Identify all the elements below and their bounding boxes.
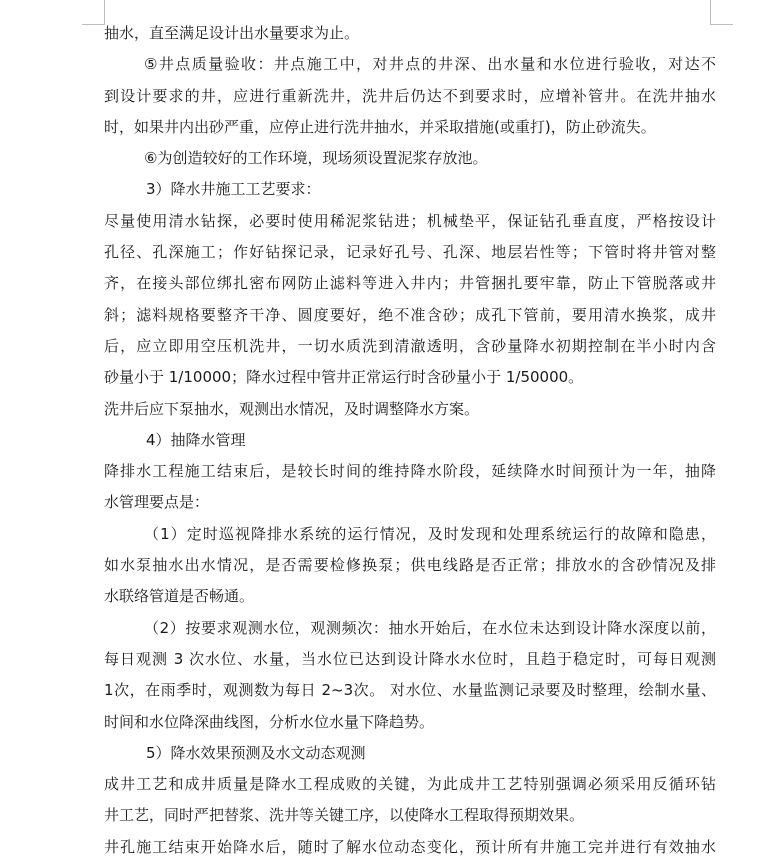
document-line: 尽量使用清水钻探，必要时使用稀泥浆钻进；机械垫平，保证钻孔垂直度，严格按设计	[104, 211, 716, 230]
document-line: 到设计要求的井，应进行重新洗井，洗井后仍达不到要求时，应增补管井。在洗井抽水	[104, 86, 716, 105]
document-line: 3）降水井施工工艺要求：	[146, 180, 321, 199]
document-line: ⑤井点质量验收：井点施工中，对井点的井深、出水量和水位进行验收，对达不	[144, 55, 716, 74]
document-line: 洗井后应下泵抽水，观测出水情况，及时调整降水方案。	[104, 399, 480, 418]
document-line: 4）抽降水管理	[146, 430, 246, 449]
document-line: 1次，在雨季时，观测数为每日 2~3次。 对水位、水量监测记录要及时整理，绘制水量、	[104, 681, 716, 700]
document-line: （2）按要求观测水位，观测频次：抽水开始后，在水位未达到设计降水深度以前，	[144, 618, 716, 637]
document-line: 井孔施工结束开始降水后，随时了解水位动态变化，预计所有井施工完并进行有效抽水	[104, 837, 716, 856]
document-line: 孔径、孔深施工；作好钻探记录，记录好孔号、孔深、地层岩性等；下管时将井管对整	[104, 243, 716, 262]
document-body	[104, 18, 716, 863]
document-line: 齐，在接头部位绑扎密布网防止滤料等进入井内；井管捆扎要牢靠，防止下管脱落或井	[104, 274, 716, 293]
document-line: 水管理要点是：	[104, 493, 210, 512]
document-line: 砂量小于 1/10000；降水过程中管井正常运行时含砂量小于 1/50000。	[104, 368, 584, 387]
document-line: 后，应立即用空压机洗井，一切水质洗到清澈透明，含砂量降水初期控制在半小时内含	[104, 336, 716, 355]
document-line: 斜；滤料规格要整齐干净、圆度要好，绝不准含砂；成孔下管前，要用清水换浆，成井	[104, 305, 716, 324]
document-line: （1）定时巡视降排水系统的运行情况，及时发现和处理系统运行的故障和隐患，	[144, 524, 716, 543]
document-line: 水联络管道是否畅通。	[104, 587, 255, 606]
document-line: 成井工艺和成井质量是降水工程成败的关键，为此成井工艺特别强调必须采用反循环钻	[104, 775, 716, 794]
document-line: 时间和水位降深曲线图，分析水位水量下降趋势。	[104, 712, 435, 731]
document-line: 井工艺，同时严把替浆、洗井等关键工序，以使降水工程取得预期效果。	[104, 806, 585, 825]
document-line: 抽水，直至满足设计出水量要求为止。	[104, 24, 360, 42]
page-corner-mark-top-left	[82, 0, 105, 25]
document-line: 每日观测 3 次水位、水量，当水位已达到设计降水水位时，且趋于稳定时，可每日观测	[104, 649, 716, 668]
document-line: 时，如果井内出砂严重，应停止进行洗井抽水，并采取措施(或重打)，防止砂流失。	[104, 117, 656, 136]
document-line: 如水泵抽水出水情况，是否需要检修换泵；供电线路是否正常；排放水的含砂情况及排	[104, 556, 716, 575]
document-line: 降排水工程施工结束后，是较长时间的维持降水阶段，延续降水时间预计为一年，抽降	[104, 462, 716, 481]
document-line: 5）降水效果预测及水文动态观测	[146, 743, 366, 762]
document-line: ⑥为创造较好的工作环境，现场须设置泥浆存放池。	[144, 149, 488, 168]
